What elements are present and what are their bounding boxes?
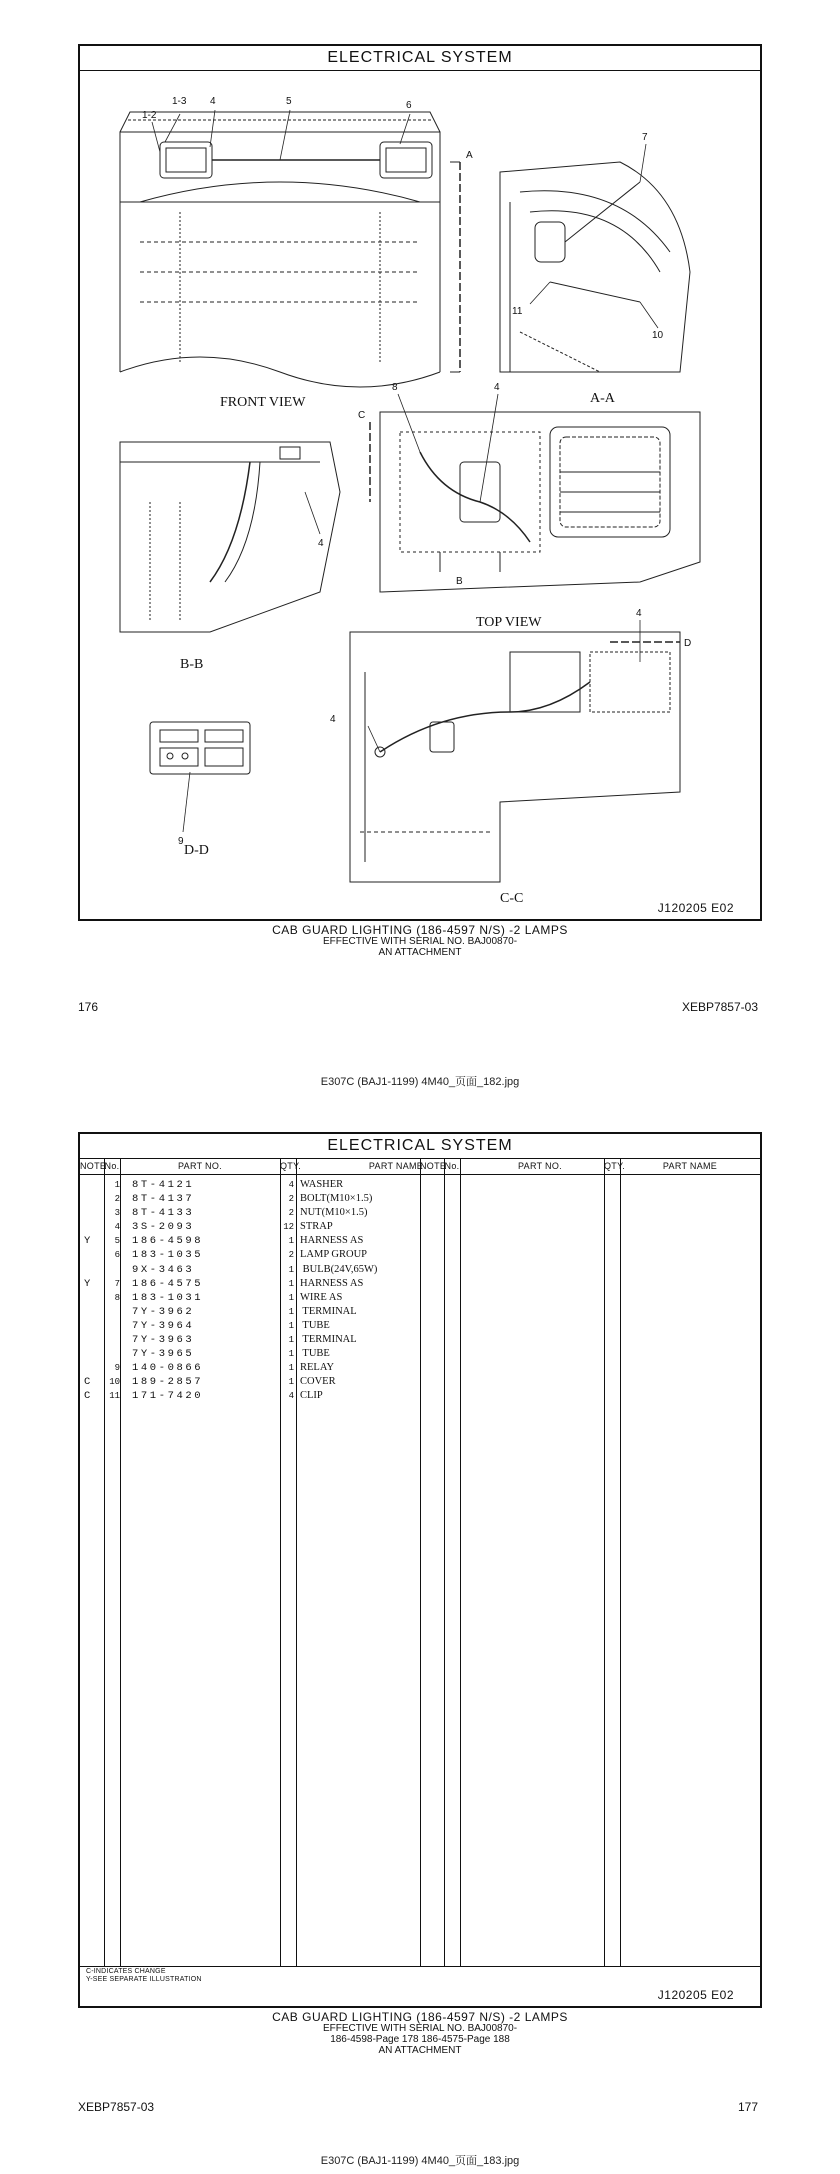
callout-5: 5 bbox=[286, 96, 292, 107]
illustration-title: ELECTRICAL SYSTEM bbox=[80, 46, 760, 71]
row-qty: 4 bbox=[288, 1391, 294, 1402]
rule-8 bbox=[604, 1158, 605, 1966]
row-no: 1 bbox=[114, 1180, 120, 1190]
table-row bbox=[80, 1389, 420, 1403]
parts-table bbox=[80, 1158, 760, 2006]
caption-line-2: EFFECTIVE WITH SERIAL NO. BAJ00870- bbox=[322, 936, 518, 947]
footer-rule bbox=[80, 1966, 760, 1967]
row-qty: 1 bbox=[288, 1292, 294, 1303]
table-row bbox=[80, 1347, 420, 1361]
parts-ref-code: J120205 E02 bbox=[657, 1988, 734, 2002]
leader-lines bbox=[152, 110, 658, 832]
row-part-name: TERMINAL bbox=[300, 1334, 357, 1346]
section-mark-d: D bbox=[684, 638, 692, 649]
bb-view-label: B-B bbox=[180, 657, 204, 672]
file-label-page2: E307C (BAJ1-1199) 4M40_页面_183.jpg bbox=[320, 2155, 520, 2167]
row-note: C bbox=[84, 1376, 91, 1389]
row-part-name: BOLT(M10×1.5) bbox=[300, 1193, 373, 1205]
table-row bbox=[80, 1248, 420, 1262]
page-number-177: 177 bbox=[737, 2100, 758, 2114]
parts-rows bbox=[80, 1178, 420, 1404]
row-part-name: HARNESS AS bbox=[300, 1277, 364, 1289]
callout-4-front: 4 bbox=[210, 96, 216, 107]
col-no-2: No. bbox=[444, 1161, 460, 1171]
row-no: 11 bbox=[109, 1391, 120, 1402]
row-qty: 2 bbox=[288, 1208, 294, 1219]
doc-code-page2: XEBP7857-03 bbox=[78, 2100, 155, 2114]
row-part-name: WASHER bbox=[300, 1179, 344, 1190]
callout-9: 9 bbox=[178, 836, 184, 847]
dd-view-label: D-D bbox=[184, 843, 209, 858]
callout-1-2: 1-2 bbox=[142, 110, 157, 121]
table-row bbox=[80, 1192, 420, 1206]
row-part-no: 9X-3463 bbox=[132, 1263, 195, 1276]
row-part-no: 7Y-3964 bbox=[132, 1319, 195, 1332]
row-part-name: RELAY bbox=[300, 1362, 335, 1374]
table-row bbox=[80, 1234, 420, 1248]
col-no: No. bbox=[104, 1161, 120, 1171]
callout-1-3: 1-3 bbox=[172, 96, 187, 107]
parts-caption-line-2: EFFECTIVE WITH SERIAL NO. BAJ00870- bbox=[322, 2023, 518, 2034]
row-no: 6 bbox=[114, 1250, 120, 1261]
row-qty: 2 bbox=[288, 1194, 294, 1205]
table-row bbox=[80, 1291, 420, 1305]
page-number-176: 176 bbox=[78, 1000, 99, 1014]
caption-line-1: CAB GUARD LIGHTING (186-4597 N/S) -2 LAMPS bbox=[272, 923, 568, 937]
row-part-name: WIRE AS bbox=[300, 1291, 343, 1303]
callout-6: 6 bbox=[406, 100, 412, 111]
top-view-drawing bbox=[370, 412, 700, 592]
col-note: NOTE bbox=[80, 1161, 107, 1171]
row-part-name: TUBE bbox=[300, 1319, 330, 1331]
row-part-no: 7Y-3963 bbox=[132, 1334, 195, 1347]
front-view-label: FRONT VIEW bbox=[220, 395, 306, 410]
row-part-no: 8T-4137 bbox=[132, 1193, 195, 1206]
row-no: 7 bbox=[114, 1278, 120, 1289]
row-no: 2 bbox=[114, 1194, 120, 1205]
row-no: 3 bbox=[114, 1208, 120, 1219]
table-row bbox=[80, 1305, 420, 1319]
exploded-diagram bbox=[80, 72, 760, 921]
row-qty: 1 bbox=[288, 1278, 294, 1289]
top-view-label: TOP VIEW bbox=[476, 615, 542, 630]
table-row bbox=[80, 1333, 420, 1347]
caption-line-3: AN ATTACHMENT bbox=[378, 947, 462, 958]
row-part-name: LAMP GROUP bbox=[300, 1249, 367, 1261]
col-part-name-2: PART NAME bbox=[662, 1161, 718, 1171]
illustration-caption bbox=[80, 925, 760, 958]
callout-4-bb: 4 bbox=[318, 538, 324, 549]
row-qty: 1 bbox=[288, 1320, 294, 1331]
row-no: 5 bbox=[114, 1236, 120, 1247]
illustration-ref-code: J120205 E02 bbox=[657, 901, 734, 915]
row-no: 9 bbox=[114, 1363, 120, 1374]
callout-4-cc-left: 4 bbox=[330, 714, 336, 725]
parts-caption-line-4: AN ATTACHMENT bbox=[378, 2045, 462, 2056]
row-qty: 1 bbox=[288, 1349, 294, 1360]
row-part-no: 183-1031 bbox=[132, 1291, 204, 1304]
cc-view-label: C-C bbox=[500, 891, 524, 906]
section-mark-a: A bbox=[466, 150, 473, 161]
row-part-name: COVER bbox=[300, 1376, 336, 1388]
row-qty: 1 bbox=[288, 1236, 294, 1247]
section-mark-c: C bbox=[358, 410, 366, 421]
row-note: Y bbox=[84, 1277, 91, 1290]
row-note: C bbox=[84, 1390, 91, 1403]
doc-code-page1: XEBP7857-03 bbox=[681, 1000, 758, 1014]
callout-4-cc-right: 4 bbox=[636, 608, 642, 619]
row-part-name: BULB(24V,65W) bbox=[300, 1263, 378, 1275]
callout-10: 10 bbox=[652, 330, 664, 341]
row-part-name: CLIP bbox=[300, 1390, 323, 1402]
section-cc-drawing bbox=[350, 632, 680, 882]
section-bb-drawing bbox=[120, 442, 340, 632]
front-view-drawing bbox=[120, 112, 460, 387]
parts-caption bbox=[80, 2012, 760, 2056]
row-note: Y bbox=[84, 1235, 91, 1248]
row-part-no: 8T-4133 bbox=[132, 1207, 195, 1220]
file-label-page1: E307C (BAJ1-1199) 4M40_页面_182.jpg bbox=[320, 1076, 520, 1088]
illustration-frame bbox=[78, 44, 762, 921]
row-qty: 12 bbox=[283, 1222, 294, 1233]
table-row bbox=[80, 1220, 420, 1234]
legend bbox=[86, 1968, 202, 1984]
table-row bbox=[80, 1319, 420, 1333]
row-no: 4 bbox=[114, 1222, 120, 1233]
parts-caption-line-3: 186-4598-Page 178 186-4575-Page 188 bbox=[330, 2034, 510, 2045]
parts-list-title: ELECTRICAL SYSTEM bbox=[80, 1134, 760, 1159]
col-part-no-2: PART NO. bbox=[518, 1161, 562, 1171]
legend-change: C-INDICATES CHANGE bbox=[86, 1968, 166, 1975]
col-note-2: NOTE bbox=[420, 1161, 447, 1171]
row-part-no: 186-4598 bbox=[132, 1235, 204, 1248]
aa-view-label: A-A bbox=[590, 391, 615, 406]
row-part-name: HARNESS AS bbox=[300, 1235, 364, 1247]
callout-11: 11 bbox=[512, 306, 523, 317]
row-part-no: 171-7420 bbox=[132, 1390, 204, 1403]
table-row bbox=[80, 1361, 420, 1375]
section-mark-b: B bbox=[456, 576, 463, 587]
parts-list-frame bbox=[78, 1132, 762, 2008]
section-dd-drawing bbox=[150, 722, 250, 774]
row-part-name: STRAP bbox=[300, 1221, 333, 1233]
row-part-no: 3S-2093 bbox=[132, 1221, 195, 1234]
row-part-no: 7Y-3965 bbox=[132, 1348, 195, 1361]
table-row bbox=[80, 1178, 420, 1192]
col-qty: QTY. bbox=[280, 1161, 302, 1171]
row-qty: 1 bbox=[288, 1377, 294, 1388]
row-part-no: 189-2857 bbox=[132, 1376, 204, 1389]
callout-7: 7 bbox=[642, 132, 648, 143]
row-part-name: NUT(M10×1.5) bbox=[300, 1207, 368, 1219]
row-part-no: 186-4575 bbox=[132, 1277, 204, 1290]
table-row bbox=[80, 1277, 420, 1291]
row-qty: 1 bbox=[288, 1306, 294, 1317]
row-part-name: TUBE bbox=[300, 1348, 330, 1360]
row-no: 10 bbox=[109, 1377, 120, 1388]
col-part-no: PART NO. bbox=[178, 1161, 222, 1171]
row-part-name: TERMINAL bbox=[300, 1305, 357, 1317]
row-qty: 1 bbox=[288, 1363, 294, 1374]
row-part-no: 8T-4121 bbox=[132, 1179, 195, 1191]
parts-caption-line-1: CAB GUARD LIGHTING (186-4597 N/S) -2 LAMPS bbox=[272, 2010, 568, 2024]
row-qty: 1 bbox=[288, 1264, 294, 1275]
legend-separate: Y-SEE SEPARATE ILLUSTRATION bbox=[86, 1976, 202, 1983]
row-part-no: 140-0866 bbox=[132, 1362, 204, 1375]
table-row bbox=[80, 1206, 420, 1220]
col-part-name: PART NAME bbox=[368, 1161, 424, 1171]
row-qty: 4 bbox=[288, 1180, 294, 1190]
col-qty-2: QTY. bbox=[604, 1161, 626, 1171]
row-qty: 1 bbox=[288, 1335, 294, 1346]
table-row bbox=[80, 1375, 420, 1389]
callout-8: 8 bbox=[392, 382, 398, 393]
callout-4-top: 4 bbox=[494, 382, 500, 393]
rule-9 bbox=[620, 1158, 621, 1966]
row-qty: 2 bbox=[288, 1250, 294, 1261]
row-part-no: 7Y-3962 bbox=[132, 1305, 195, 1318]
row-no: 8 bbox=[114, 1292, 120, 1303]
table-row bbox=[80, 1263, 420, 1277]
row-part-no: 183-1035 bbox=[132, 1249, 204, 1262]
